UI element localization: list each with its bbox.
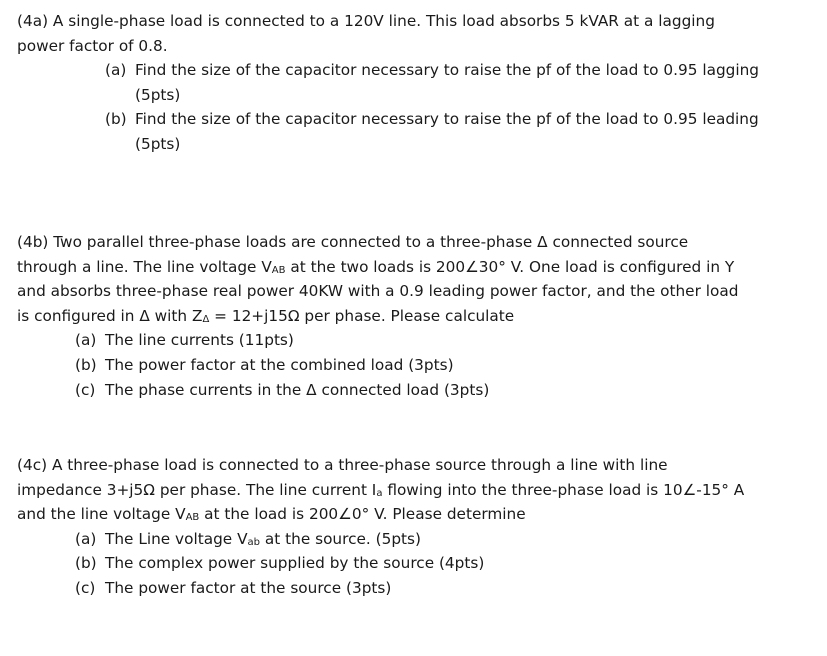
stem-text: flowing into the three-phase load is 10∠-15° A: [382, 480, 745, 499]
problem-4b-stem-line-1: (4b) Two parallel three-phase loads are connected to a three-phase Δ connected source: [17, 233, 689, 251]
stem-text: and the line voltage V: [17, 505, 186, 524]
part-text-segment: The Line voltage V: [105, 529, 248, 548]
part-letter: (c): [75, 380, 96, 399]
problem-4a-parts: [17, 58, 817, 156]
problem-4b-part-a: [75, 328, 817, 353]
problem-4c-part-b: [75, 551, 817, 576]
part-text: The line currents (11pts): [105, 331, 294, 350]
subscript: ab: [247, 536, 261, 548]
problem-4a-stem-line-1: (4a) A single-phase load is connected to a 120V line. This load absorbs 5 kVAR at a lagging: [17, 12, 715, 30]
part-letter: (a): [75, 529, 97, 548]
part-letter: (b): [105, 110, 127, 129]
subscript: a: [376, 487, 383, 499]
part-text: [135, 58, 817, 107]
part-letter: (b): [75, 355, 97, 374]
stem-text: through a line. The line voltage V: [17, 257, 272, 276]
problem-4c-part-a: [75, 527, 817, 552]
problem-4c-stem-line-1: (4c) A three-phase load is connected to a three-phase source through a line with line: [17, 456, 668, 474]
problem-4b-part-c: [75, 378, 817, 403]
part-text: The power factor at the combined load (3pts): [105, 355, 454, 374]
part-text-line-2: (5pts): [135, 134, 181, 153]
problem-4b-parts: [17, 328, 817, 402]
problem-4b-stem-line-2: [17, 255, 817, 280]
problem-4a-stem: [17, 9, 817, 58]
stem-text: at the load is 200∠0° V. Please determine: [199, 505, 526, 524]
subscript: Δ: [202, 313, 210, 325]
problem-4c-stem-line-2: [17, 478, 817, 503]
problem-4c-parts: [17, 527, 817, 601]
problem-4c-stem-line-3: [17, 502, 817, 527]
stem-text: at the two loads is 200∠30° V. One load is configured in Y: [285, 257, 735, 276]
problem-4b-stem-line-4: [17, 304, 817, 329]
problem-4a-part-b: [105, 107, 817, 156]
part-text: [105, 527, 817, 552]
problem-4b-stem: [17, 230, 817, 328]
problem-4c-part-c: [75, 576, 817, 601]
problem-4a: [17, 9, 817, 157]
part-text-line-1: Find the size of the capacitor necessary to raise the pf of the load to 0.95 leading: [135, 110, 759, 129]
problem-4b-part-b: [75, 353, 817, 378]
problem-4b: [17, 230, 817, 402]
part-text-line-2: (5pts): [135, 85, 181, 104]
part-letter: (a): [75, 331, 97, 350]
problem-4c: [17, 453, 817, 601]
subscript: AB: [271, 264, 286, 276]
part-text-segment: at the source. (5pts): [260, 529, 421, 548]
part-text-line-1: Find the size of the capacitor necessary to raise the pf of the load to 0.95 lagging: [135, 61, 760, 80]
part-text: The complex power supplied by the source (4pts): [105, 554, 485, 573]
problem-4c-stem: [17, 453, 817, 527]
stem-text: = 12+j15Ω per phase. Please calculate: [209, 306, 515, 325]
part-text: The power factor at the source (3pts): [105, 578, 392, 597]
problem-4b-stem-line-3: and absorbs three-phase real power 40KW with a 0.9 leading power factor, and the other load: [17, 282, 739, 301]
stem-text: is configured in Δ with Z: [17, 306, 203, 325]
problem-4a-stem-line-2: power factor of 0.8.: [17, 36, 168, 55]
problem-4a-part-a: [105, 58, 817, 107]
part-letter: (b): [75, 554, 97, 573]
subscript: AB: [185, 512, 200, 524]
part-text: [135, 107, 817, 156]
part-letter: (a): [105, 61, 127, 80]
part-text: The phase currents in the Δ connected load (3pts): [105, 380, 490, 399]
stem-text: impedance 3+j5Ω per phase. The line current I: [17, 480, 377, 499]
part-letter: (c): [75, 578, 96, 597]
